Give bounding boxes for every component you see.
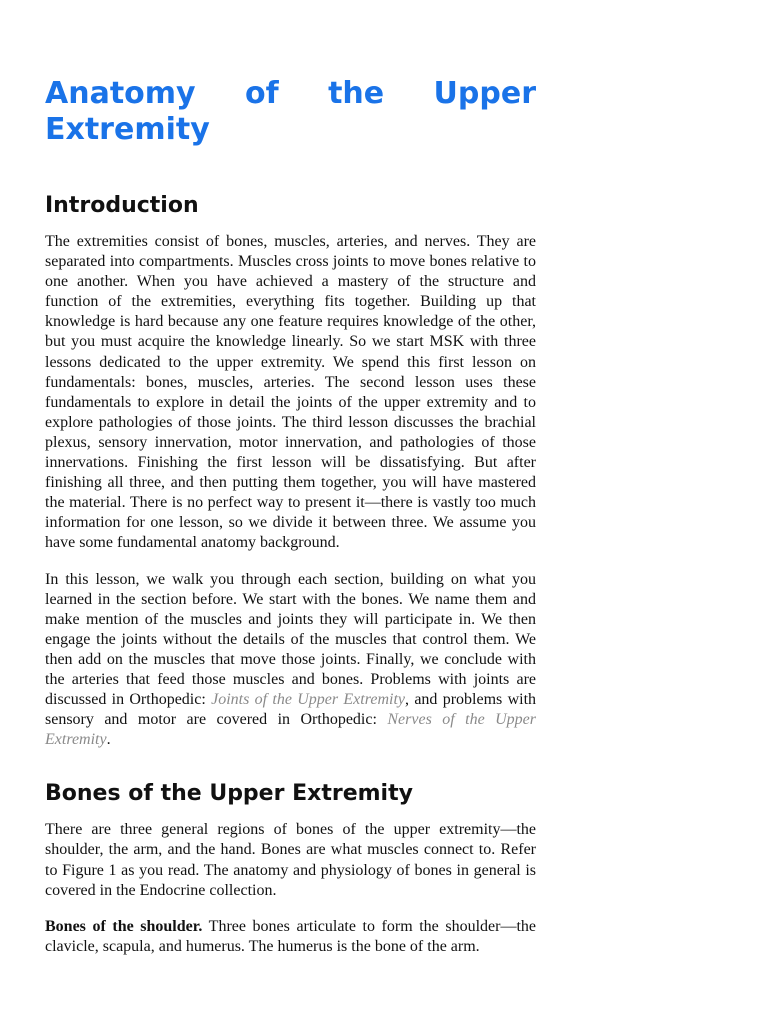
joints-of-upper-extremity-link[interactable]: Joints of the Upper Extremity	[211, 691, 406, 709]
paragraph-text: In this lesson, we walk you through each section, building on what you learned in the section before. We start with the bones. We name them and make mention of the muscles and joints they will participate in. We then engage the joints without the details of the muscles that control them. We then add on the muscles that move those joints. Finally, we conclude with the arteries that feed those muscles and bones. Problems with joints are discussed in Orthopedic:	[45, 570, 536, 709]
bones-section	[45, 780, 536, 957]
introduction-heading: Introduction	[45, 193, 199, 218]
nerves-of-upper-extremity-link[interactable]: Nerves of the Upper Extremity	[45, 711, 536, 749]
bones-paragraph-1: There are three general regions of bones of the upper extremity—the shoulder, the arm, and the hand. Bones are what muscles connect to. Refer to Figure 1 as you read. The anatomy and physiology of bones in general is covered in the Endocrine collection.	[45, 821, 536, 899]
document-title: Anatomy of the Upper Extremity	[45, 76, 536, 147]
introduction-paragraph-2	[45, 570, 536, 751]
bones-of-shoulder-lead: Bones of the shoulder.	[45, 917, 203, 935]
paragraph-text: , and problems with sensory and motor are covered in Orthopedic:	[45, 691, 537, 729]
paragraph-text: Three bones articulate to form the shoulder—the clavicle, scapula, and humerus. The humerus is the bone of the arm.	[45, 917, 537, 955]
bones-paragraph-2	[45, 917, 536, 957]
document-page	[45, 76, 536, 973]
introduction-section	[45, 192, 536, 750]
introduction-paragraph-1: The extremities consist of bones, muscles, arteries, and nerves. They are separated into compartments. Muscles cross joints to move bones relative to one another. When you have achieved a mastery of the structure and function of the extremities, everything fits together. Building up that knowledge is hard because any one feature requires knowledge of the other, but you must acquire the knowledge linearly. So we start MSK with three lessons dedicated to the upper extremity. We spend this first lesson on fundamentals: bones, muscles, arteries. The second lesson uses these fundamentals to explore in detail the joints of the upper extremity and to explore pathologies of those joints. The third lesson discusses the brachial plexus, sensory innervation, motor innervation, and pathologies of those innervations. Finishing the first lesson will be dissatisfying. But after finishing all three, and then putting them together, you will have mastered the material. There is no perfect way to present it—there is vastly too much information for one lesson, so we divide it between three. We assume you have some fundamental anatomy background.	[45, 233, 536, 552]
bones-heading: Bones of the Upper Extremity	[45, 781, 413, 807]
paragraph-text: .	[106, 731, 111, 749]
